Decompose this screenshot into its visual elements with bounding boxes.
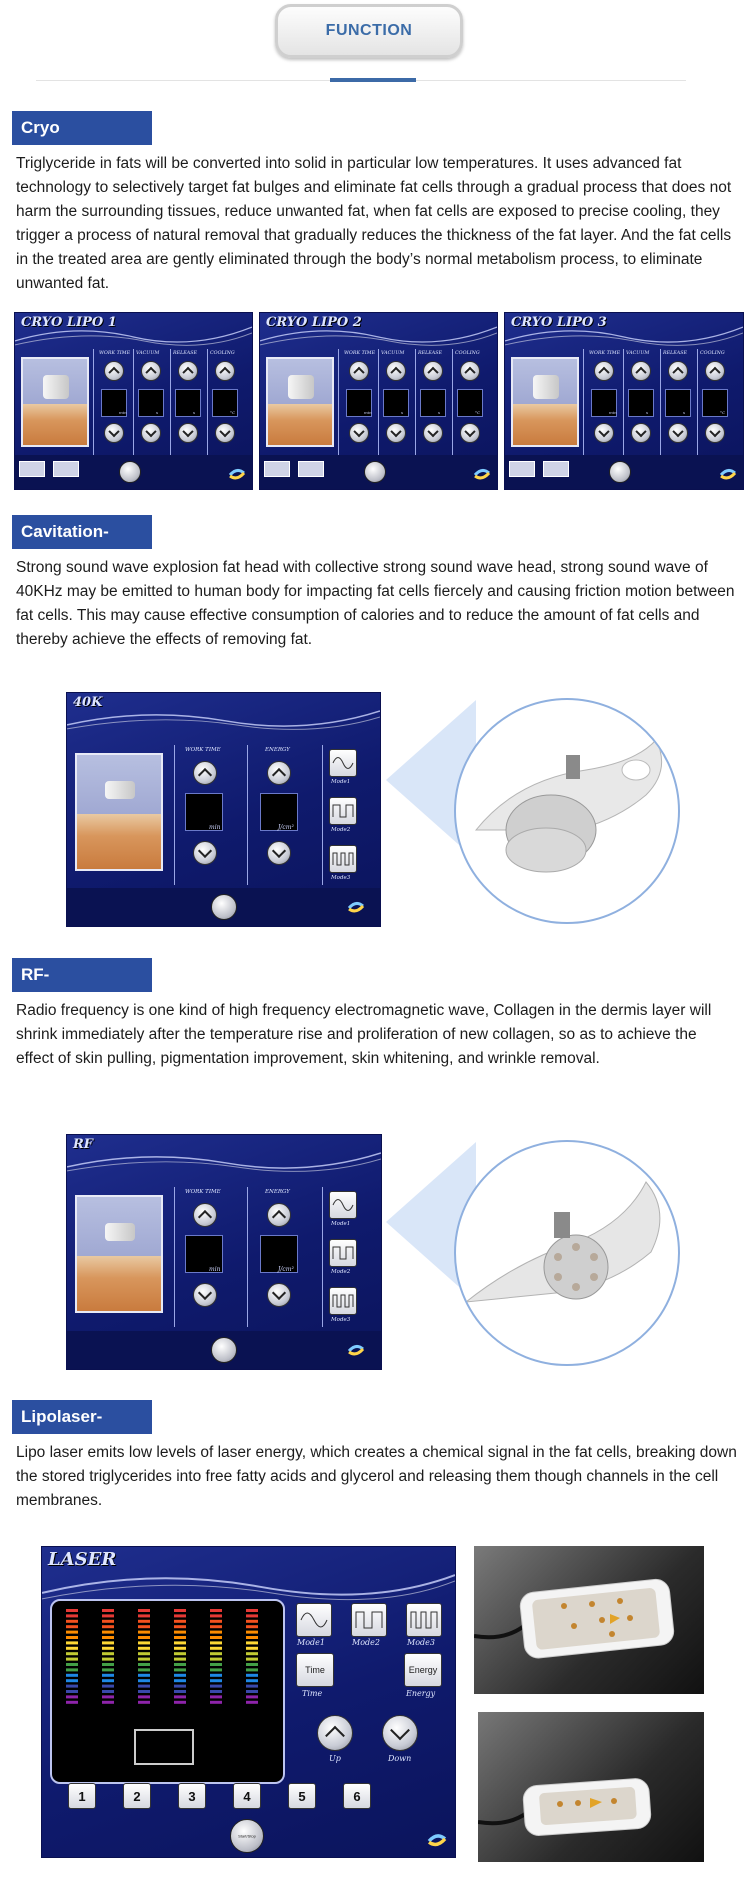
level-segment (102, 1620, 114, 1623)
cryo-work-time-label: WORK TIME (589, 351, 621, 356)
level-segment (210, 1668, 222, 1671)
section-title-lipolaser: Lipolaser- (12, 1400, 152, 1434)
level-segment (210, 1690, 222, 1693)
laser-level-display (50, 1599, 285, 1784)
level-segment (174, 1695, 186, 1698)
level-segment (246, 1625, 258, 1628)
level-segment (138, 1631, 150, 1634)
work-time-up-button[interactable] (193, 1203, 217, 1227)
mode3-label: Mode3 (407, 1638, 435, 1647)
panel-swoosh (67, 1135, 381, 1175)
time-button[interactable]: Time (296, 1653, 334, 1687)
cryo-cooling-down-button[interactable] (705, 423, 725, 443)
level-segment (66, 1668, 78, 1671)
rf-panel-title: RF (73, 1137, 94, 1152)
energy-up-button[interactable] (267, 761, 291, 785)
energy-down-button[interactable] (267, 841, 291, 865)
cryo-unit: °C (230, 410, 236, 415)
return-icon[interactable] (719, 467, 737, 481)
level-segment (210, 1636, 222, 1639)
mode1-button[interactable] (329, 749, 357, 777)
cryo-release-down-button[interactable] (668, 423, 688, 443)
cryo-work-time-down-button[interactable] (594, 423, 614, 443)
cryo-unit: °C (720, 410, 726, 415)
cavitation-illustration (75, 753, 163, 871)
level-segment (246, 1647, 258, 1650)
mode2-label: Mode2 (331, 1269, 351, 1275)
laser-pad-photo-1 (474, 1546, 704, 1694)
work-time-label: WORK TIME (185, 747, 221, 753)
cryo-unit: min (119, 410, 127, 415)
level-segment (138, 1641, 150, 1644)
cryo-work-time-down-button[interactable] (349, 423, 369, 443)
mode2-label: Mode2 (352, 1638, 380, 1647)
cryo-unit: s (438, 410, 441, 415)
return-icon[interactable] (426, 1832, 448, 1848)
level-segment (138, 1674, 150, 1677)
level-segment (102, 1685, 114, 1688)
cryo-vacuum-label: VACUUM (381, 351, 405, 356)
rf-panel (66, 1134, 382, 1370)
level-segment (138, 1695, 150, 1698)
cryo-vacuum-label: VACUUM (136, 351, 160, 356)
rf-probe-illustration (456, 1142, 678, 1364)
laser-pad-photo-2 (478, 1712, 704, 1862)
mode2-label: Mode2 (331, 827, 351, 833)
cryo-release-display (175, 389, 201, 417)
down-label: Down (388, 1754, 412, 1763)
mode1-label: Mode1 (331, 779, 351, 785)
level-segment (174, 1647, 186, 1650)
laser-pad-illustration-2 (478, 1712, 704, 1862)
level-segment (66, 1690, 78, 1693)
mode2-button[interactable] (329, 1239, 357, 1267)
tissue-illustration (513, 404, 577, 445)
up-button[interactable] (317, 1715, 353, 1751)
cryo-vacuum-down-button[interactable] (386, 423, 406, 443)
energy-button[interactable]: Energy (404, 1653, 442, 1687)
level-segment (102, 1652, 114, 1655)
probe-illustration (105, 1223, 135, 1241)
cavitation-probe-photo (454, 698, 680, 924)
cryo-work-time-up-button[interactable] (594, 361, 614, 381)
level-segment (210, 1625, 222, 1628)
cryo-cooling-up-button[interactable] (215, 361, 235, 381)
level-segment (174, 1701, 186, 1704)
level-segment (102, 1695, 114, 1698)
cryo-handle-illustration (288, 375, 314, 399)
level-segment (66, 1625, 78, 1628)
cryo-cooling-label: COOLING (700, 351, 725, 356)
level-segment (246, 1614, 258, 1617)
cryo-vacuum-display (628, 389, 654, 417)
cryo-release-display (420, 389, 446, 417)
level-segment (66, 1663, 78, 1666)
section-title-rf: RF- (12, 958, 152, 992)
energy-unit: J/cm² (278, 1266, 294, 1273)
level-segment (102, 1674, 114, 1677)
level-segment (102, 1658, 114, 1661)
cryo-release-up-button[interactable] (423, 361, 443, 381)
panel-bottom-bar (260, 455, 497, 489)
cryo-vacuum-down-button[interactable] (631, 423, 651, 443)
cryo-cooling-label: COOLING (455, 351, 480, 356)
cryo-panel-3 (504, 312, 744, 490)
channel-1-button[interactable]: 1 (68, 1783, 96, 1809)
work-time-label: WORK TIME (185, 1189, 221, 1195)
energy-label: ENERGY (265, 1189, 290, 1195)
cryo-handle-illustration (43, 375, 69, 399)
laser-panel (41, 1546, 456, 1858)
level-segment (102, 1690, 114, 1693)
level-segment (138, 1658, 150, 1661)
mode1-label: Mode1 (297, 1638, 325, 1647)
level-segment (246, 1668, 258, 1671)
level-segment (246, 1690, 258, 1693)
panel-bottom-bar (67, 1331, 381, 1369)
level-segment (174, 1614, 186, 1617)
cryo-release-up-button[interactable] (178, 361, 198, 381)
level-segment (210, 1679, 222, 1682)
level-segment (138, 1663, 150, 1666)
mode3-button[interactable] (329, 845, 357, 873)
rf-illustration (75, 1195, 163, 1313)
level-segment (138, 1625, 150, 1628)
level-segment (174, 1685, 186, 1688)
level-segment (138, 1620, 150, 1623)
level-segment (210, 1620, 222, 1623)
tissue-illustration (77, 814, 161, 869)
start-stop-button[interactable] (211, 1337, 237, 1363)
level-segment (246, 1658, 258, 1661)
level-segment (66, 1614, 78, 1617)
level-segment (174, 1625, 186, 1628)
level-segment (174, 1668, 186, 1671)
work-time-down-button[interactable] (193, 841, 217, 865)
cryo-cooling-up-button[interactable] (705, 361, 725, 381)
header-divider-accent (330, 78, 416, 82)
cryo-release-display (665, 389, 691, 417)
function-label: FUNCTION (325, 22, 413, 39)
level-segment (210, 1663, 222, 1666)
cryo-release-label: RELEASE (418, 351, 443, 356)
return-icon[interactable] (228, 467, 246, 481)
level-segment (138, 1701, 150, 1704)
cryo-release-down-button[interactable] (178, 423, 198, 443)
energy-down-button[interactable] (267, 1283, 291, 1307)
channel-2-button[interactable]: 2 (123, 1783, 151, 1809)
mode3-label: Mode3 (331, 875, 351, 881)
tissue-illustration (268, 404, 332, 445)
level-segment (102, 1609, 114, 1612)
cryo-panel-2 (259, 312, 498, 490)
level-segment (174, 1658, 186, 1661)
level-segment (66, 1695, 78, 1698)
level-segment (246, 1685, 258, 1688)
level-segment (138, 1614, 150, 1617)
level-segment (210, 1674, 222, 1677)
mode3-label: Mode3 (331, 1317, 351, 1323)
cryo-unit: s (401, 410, 404, 415)
level-segment (210, 1631, 222, 1634)
level-segment (102, 1625, 114, 1628)
level-segment (210, 1609, 222, 1612)
level-segment (138, 1609, 150, 1612)
mode2-button[interactable] (329, 797, 357, 825)
level-segment (174, 1679, 186, 1682)
level-segment (66, 1620, 78, 1623)
level-segment (246, 1679, 258, 1682)
cavitation-panel (66, 692, 381, 927)
level-segment (210, 1658, 222, 1661)
cryo-vacuum-display (138, 389, 164, 417)
down-button[interactable] (382, 1715, 418, 1751)
cryo-unit: s (193, 410, 196, 415)
preset-thumbnail[interactable] (264, 461, 290, 477)
laser-pad-illustration-1 (474, 1546, 704, 1694)
level-segment (174, 1609, 186, 1612)
cryo-cooling-label: COOLING (210, 351, 235, 356)
tissue-illustration (77, 1256, 161, 1311)
level-segment (210, 1695, 222, 1698)
energy-unit: J/cm² (278, 824, 294, 831)
energy-label: ENERGY (265, 747, 290, 753)
section-title-cavitation: Cavitation- (12, 515, 152, 549)
section-title-cryo: Cryo (12, 111, 152, 145)
energy-label: Energy (406, 1689, 436, 1698)
level-segment (210, 1685, 222, 1688)
level-segment (138, 1636, 150, 1639)
start-stop-button[interactable] (230, 1819, 264, 1853)
mode2-button[interactable] (351, 1603, 387, 1637)
cryo-release-label: RELEASE (173, 351, 198, 356)
cryo-description: Triglyceride in fats will be converted into solid in particular low temperatures. It uses advanced fat technology to selectively target fat bulges and eliminate fat cells through a gradual process that does not harm the surrounding tissues, reduce unwanted fat, when fat cells are exposed to precise cooling, they trigger a process of natural removal that gradually reduces the thickness of the fat layer. And the fat cells in the treated area are gently eliminated through the body’s normal metabolism process, to eliminate unwanted fat. (16, 155, 732, 292)
cryo-handle-illustration (533, 375, 559, 399)
level-segment (246, 1636, 258, 1639)
cryo-work-time-down-button[interactable] (104, 423, 124, 443)
level-segment (66, 1641, 78, 1644)
level-segment (102, 1631, 114, 1634)
level-segment (102, 1641, 114, 1644)
lipolaser-description: Lipo laser emits low levels of laser energy, which creates a chemical signal in the fat cells, breaking down the stored triglycerides into free fatty acids and glycerol and releasing them though channels in the cell membranes. (16, 1444, 737, 1509)
level-segment (210, 1701, 222, 1704)
cavitation-panel-title: 40K (73, 695, 103, 710)
level-segment (174, 1652, 186, 1655)
level-segment (102, 1614, 114, 1617)
level-segment (66, 1674, 78, 1677)
level-segment (66, 1636, 78, 1639)
cryo-panel-title: CRYO LIPO 3 (511, 315, 607, 330)
cryo-unit: min (609, 410, 617, 415)
start-stop-button[interactable] (119, 461, 141, 483)
level-segment (138, 1685, 150, 1688)
level-segment (210, 1641, 222, 1644)
cryo-panel-1 (14, 312, 253, 490)
probe-illustration (105, 781, 135, 799)
mode1-button[interactable] (329, 1191, 357, 1219)
rf-probe-photo (454, 1140, 680, 1366)
preset-thumbnail[interactable] (543, 461, 569, 477)
level-segment (246, 1663, 258, 1666)
channel-5-button[interactable]: 5 (288, 1783, 316, 1809)
cryo-vacuum-label: VACUUM (626, 351, 650, 356)
mode1-button[interactable] (296, 1603, 332, 1637)
return-icon[interactable] (347, 900, 365, 914)
level-segment (246, 1631, 258, 1634)
mode1-label: Mode1 (331, 1221, 351, 1227)
level-segment (174, 1636, 186, 1639)
time-label: Time (302, 1689, 323, 1698)
cryo-release-label: RELEASE (663, 351, 688, 356)
cryo-unit: min (364, 410, 372, 415)
panel-bottom-bar (505, 455, 743, 489)
level-segment (246, 1620, 258, 1623)
cryo-work-time-label: WORK TIME (344, 351, 376, 356)
level-segment (102, 1636, 114, 1639)
function-badge (275, 4, 463, 58)
cryo-vacuum-up-button[interactable] (386, 361, 406, 381)
level-segment (102, 1668, 114, 1671)
work-time-unit: min (209, 1266, 221, 1273)
rf-description: Radio frequency is one kind of high frequency electromagnetic wave, Collagen in the dermis layer will shrink immediately after the temperature rise and proliferation of new collagen, so as to achieve the effect of skin pulling, pigmentation improvement, skin whitening, and wrinkle removal. (16, 1002, 712, 1067)
panel-bottom-bar (67, 888, 380, 926)
level-segment (246, 1695, 258, 1698)
cryo-illustration (21, 357, 89, 447)
cryo-vacuum-down-button[interactable] (141, 423, 161, 443)
level-segment (66, 1658, 78, 1661)
level-segment (66, 1679, 78, 1682)
cryo-unit: s (683, 410, 686, 415)
cryo-cooling-up-button[interactable] (460, 361, 480, 381)
level-segment (246, 1674, 258, 1677)
cavitation-description: Strong sound wave explosion fat head with collective strong sound wave head, strong sound wave of 40KHz may be emitted to human body for impacting fat cells fiercely and causing friction motion between fat cells. This may cause effective consumption of calories and to reduce the amount of fat cells and thereby achieve the effects of removing fat. (16, 559, 735, 648)
cryo-unit: s (646, 410, 649, 415)
panel-bottom-bar (15, 455, 252, 489)
cryo-vacuum-up-button[interactable] (141, 361, 161, 381)
level-segment (246, 1701, 258, 1704)
work-time-down-button[interactable] (193, 1283, 217, 1307)
panel-swoosh (67, 693, 380, 733)
level-segment (246, 1641, 258, 1644)
level-segment (138, 1652, 150, 1655)
return-icon[interactable] (347, 1343, 365, 1357)
level-segment (102, 1663, 114, 1666)
laser-readout (134, 1729, 194, 1765)
cavitation-probe-illustration (456, 700, 678, 922)
cryo-vacuum-up-button[interactable] (631, 361, 651, 381)
level-segment (210, 1614, 222, 1617)
start-stop-button[interactable] (211, 894, 237, 920)
cryo-work-time-up-button[interactable] (104, 361, 124, 381)
level-segment (246, 1609, 258, 1612)
work-time-up-button[interactable] (193, 761, 217, 785)
cryo-illustration (266, 357, 334, 447)
level-segment (174, 1674, 186, 1677)
channel-6-button[interactable]: 6 (343, 1783, 371, 1809)
level-segment (138, 1668, 150, 1671)
level-segment (66, 1701, 78, 1704)
start-stop-label: Start/Stop (238, 1833, 256, 1839)
level-segment (174, 1641, 186, 1644)
level-segment (66, 1652, 78, 1655)
level-segment (102, 1679, 114, 1682)
cryo-release-up-button[interactable] (668, 361, 688, 381)
preset-thumbnail[interactable] (298, 461, 324, 477)
cryo-vacuum-display (383, 389, 409, 417)
cryo-work-time-up-button[interactable] (349, 361, 369, 381)
level-segment (210, 1652, 222, 1655)
cryo-release-down-button[interactable] (423, 423, 443, 443)
tissue-illustration (23, 404, 87, 445)
cryo-panel-title: CRYO LIPO 1 (21, 315, 117, 330)
preset-thumbnail[interactable] (53, 461, 79, 477)
channel-3-button[interactable]: 3 (178, 1783, 206, 1809)
mode3-button[interactable] (329, 1287, 357, 1315)
cryo-cooling-down-button[interactable] (460, 423, 480, 443)
level-segment (138, 1647, 150, 1650)
up-label: Up (329, 1754, 341, 1763)
level-segment (174, 1690, 186, 1693)
level-segment (174, 1620, 186, 1623)
laser-panel-title: LASER (48, 1549, 117, 1570)
preset-thumbnail[interactable] (19, 461, 45, 477)
cryo-unit: s (156, 410, 159, 415)
level-segment (66, 1647, 78, 1650)
level-segment (246, 1652, 258, 1655)
cryo-panel-title: CRYO LIPO 2 (266, 315, 362, 330)
cryo-unit: °C (475, 410, 481, 415)
preset-thumbnail[interactable] (509, 461, 535, 477)
level-segment (66, 1685, 78, 1688)
level-segment (138, 1679, 150, 1682)
start-stop-button[interactable] (609, 461, 631, 483)
level-segment (138, 1690, 150, 1693)
level-segment (66, 1609, 78, 1612)
level-segment (66, 1631, 78, 1634)
return-icon[interactable] (473, 467, 491, 481)
cryo-illustration (511, 357, 579, 447)
level-segment (102, 1647, 114, 1650)
level-segment (174, 1663, 186, 1666)
level-segment (210, 1647, 222, 1650)
level-segment (102, 1701, 114, 1704)
cryo-work-time-label: WORK TIME (99, 351, 131, 356)
mode3-button[interactable] (406, 1603, 442, 1637)
cryo-cooling-down-button[interactable] (215, 423, 235, 443)
start-stop-button[interactable] (364, 461, 386, 483)
work-time-unit: min (209, 824, 221, 831)
level-segment (174, 1631, 186, 1634)
energy-up-button[interactable] (267, 1203, 291, 1227)
channel-4-button[interactable]: 4 (233, 1783, 261, 1809)
